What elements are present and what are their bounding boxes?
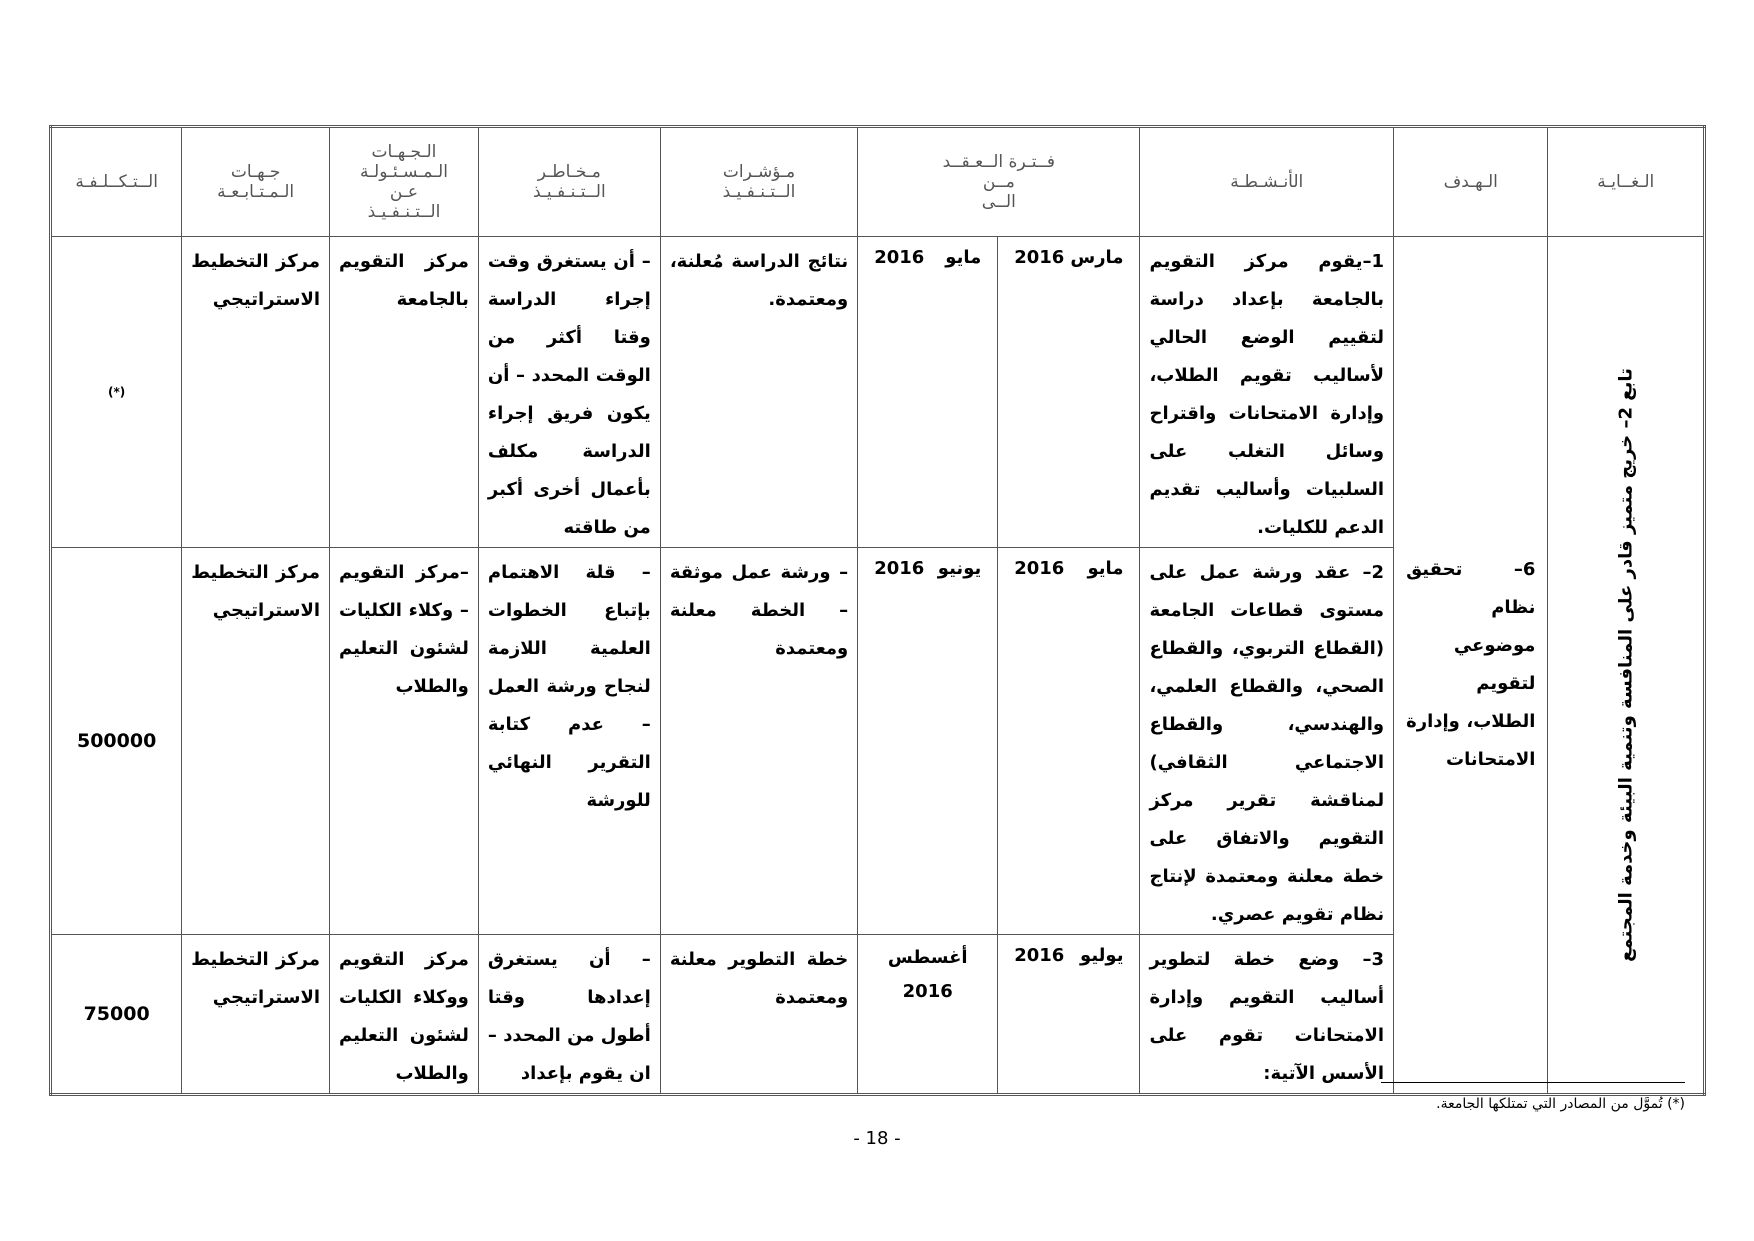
followup-text: مركز التخطيط الاستراتيجي xyxy=(191,562,321,621)
from-year: 2016 xyxy=(1014,945,1065,966)
period-from-cell xyxy=(998,237,1140,548)
header-followup: جـهـات الـمـتـابـعـة xyxy=(182,127,330,237)
header-period: فــتـرة الــعـقــد مــن الــى xyxy=(858,127,1140,237)
from-year: 2016 xyxy=(1014,247,1065,268)
period-to-cell xyxy=(858,548,998,935)
risks-text: – أن يستغرق إعدادها وقتا أطول من المحدد – ان يقوم بإعداد xyxy=(487,949,651,1084)
indicators-cell xyxy=(660,548,857,935)
responsible-text: مركز التقويم بالجامعة xyxy=(339,251,469,310)
to-month: يونيو xyxy=(937,558,982,579)
strategic-plan-table xyxy=(49,125,1706,1096)
goal-cell xyxy=(1548,237,1705,1095)
followup-text: مركز التخطيط الاستراتيجي xyxy=(191,949,321,1008)
header-responsible: الـجـهـات الـمـسـئـولـة عـن الــتـنـفـيـذ xyxy=(330,127,479,237)
risks-cell xyxy=(478,548,660,935)
header-cost: الــتـكــلـفـة xyxy=(51,127,182,237)
responsible-text: مركز التقويم ووكلاء الكليات لشئون التعليم والطلاب xyxy=(339,949,469,1084)
indicators-text: خطة التطوير معلنة ومعتمدة xyxy=(669,949,849,1008)
cost-cell: (*) xyxy=(51,237,182,548)
activity-cell xyxy=(1140,548,1394,935)
footnote-divider xyxy=(1381,1082,1685,1083)
header-indicators: مـؤشـرات الــتـنـفـيـذ xyxy=(660,127,857,237)
activity-cell xyxy=(1140,935,1394,1095)
cost-cell: 75000 xyxy=(51,935,182,1095)
followup-cell xyxy=(182,548,330,935)
period-from-cell xyxy=(998,935,1140,1095)
activity-text: 2– عقد ورشة عمل على مستوى قطاعات الجامعة (القطاع التربوي، والقطاع الصحي، والقطاع العلمي، والهندسي، والقطاع الاجتماعي الثقافي) لمناقشة تقرير مركز التقويم والاتفاق على خطة معلنة ومعتمدة لإنتاج نظام تقويم عصري. xyxy=(1149,562,1385,925)
objective-text: 6– تحقيق نظام موضوعي لتقويم الطلاب، وإدارة الامتحانات xyxy=(1406,559,1536,770)
to-year: 2016 xyxy=(874,247,925,268)
from-month: مايو xyxy=(1087,558,1124,579)
footnote: (*) تُموَّل من المصادر التي تمتلكها الجامعة. xyxy=(1436,1096,1685,1112)
responsible-cell xyxy=(330,935,479,1095)
period-to-cell xyxy=(858,237,998,548)
header-activities: الأنـشـطـة xyxy=(1140,127,1394,237)
goal-text: تابع 2– خريج متميز قادر على المنافسة وتنمية البيئة وخدمة المجتمع xyxy=(1615,368,1637,962)
indicators-cell xyxy=(660,237,857,548)
header-risks: مـخـاطـر الــتـنـفـيـذ xyxy=(478,127,660,237)
header-objective: الـهـدف xyxy=(1394,127,1548,237)
from-year: 2016 xyxy=(1014,558,1065,579)
table-row xyxy=(51,237,1705,548)
risks-cell xyxy=(478,935,660,1095)
to-month: أغسطس xyxy=(887,947,968,968)
period-to-cell xyxy=(858,935,998,1095)
header-row xyxy=(51,127,1705,237)
risks-text: – أن يستغرق وقت إجراء الدراسة وقتا أكثر من الوقت المحدد – أن يكون فريق إجراء الدراسة مكلف بأعمال أخرى أكبر من طاقته xyxy=(487,251,651,538)
activity-text: 3– وضع خطة لتطوير أساليب التقويم وإدارة الامتحانات تقوم على الأسس الآتية: xyxy=(1149,949,1385,1084)
from-month: مارس xyxy=(1070,247,1124,268)
risks-cell xyxy=(478,237,660,548)
responsible-cell xyxy=(330,237,479,548)
page-number: - 18 - xyxy=(853,1128,901,1149)
to-month: مايو xyxy=(945,247,982,268)
activity-cell xyxy=(1140,237,1394,548)
risks-text: – قلة الاهتمام بإتباع الخطوات العلمية اللازمة لنجاح ورشة العمل – عدم كتابة التقرير النهائي للورشة xyxy=(487,562,651,811)
followup-text: مركز التخطيط الاستراتيجي xyxy=(191,251,321,310)
cost-cell: 500000 xyxy=(51,548,182,935)
period-from-cell xyxy=(998,548,1140,935)
from-month: يوليو xyxy=(1080,945,1124,966)
indicators-cell xyxy=(660,935,857,1095)
indicators-text: نتائج الدراسة مُعلنة، ومعتمدة. xyxy=(669,251,849,310)
to-year: 2016 xyxy=(874,558,925,579)
responsible-cell xyxy=(330,548,479,935)
to-year: 2016 xyxy=(902,981,953,1002)
indicators-text: – ورشة عمل موثقة – الخطة معلنة ومعتمدة xyxy=(669,562,849,659)
followup-cell xyxy=(182,237,330,548)
header-goal: الـغــايـة xyxy=(1548,127,1705,237)
objective-cell xyxy=(1394,237,1548,1095)
followup-cell xyxy=(182,935,330,1095)
responsible-text: –مركز التقويم – وكلاء الكليات لشئون التعليم والطلاب xyxy=(339,562,469,697)
activity-text: 1–يقوم مركز التقويم بالجامعة بإعداد دراسة لتقييم الوضع الحالي لأساليب تقويم الطلاب، وإدارة الامتحانات واقتراح وسائل التغلب على السلبيات وأساليب تقديم الدعم للكليات. xyxy=(1149,251,1385,538)
